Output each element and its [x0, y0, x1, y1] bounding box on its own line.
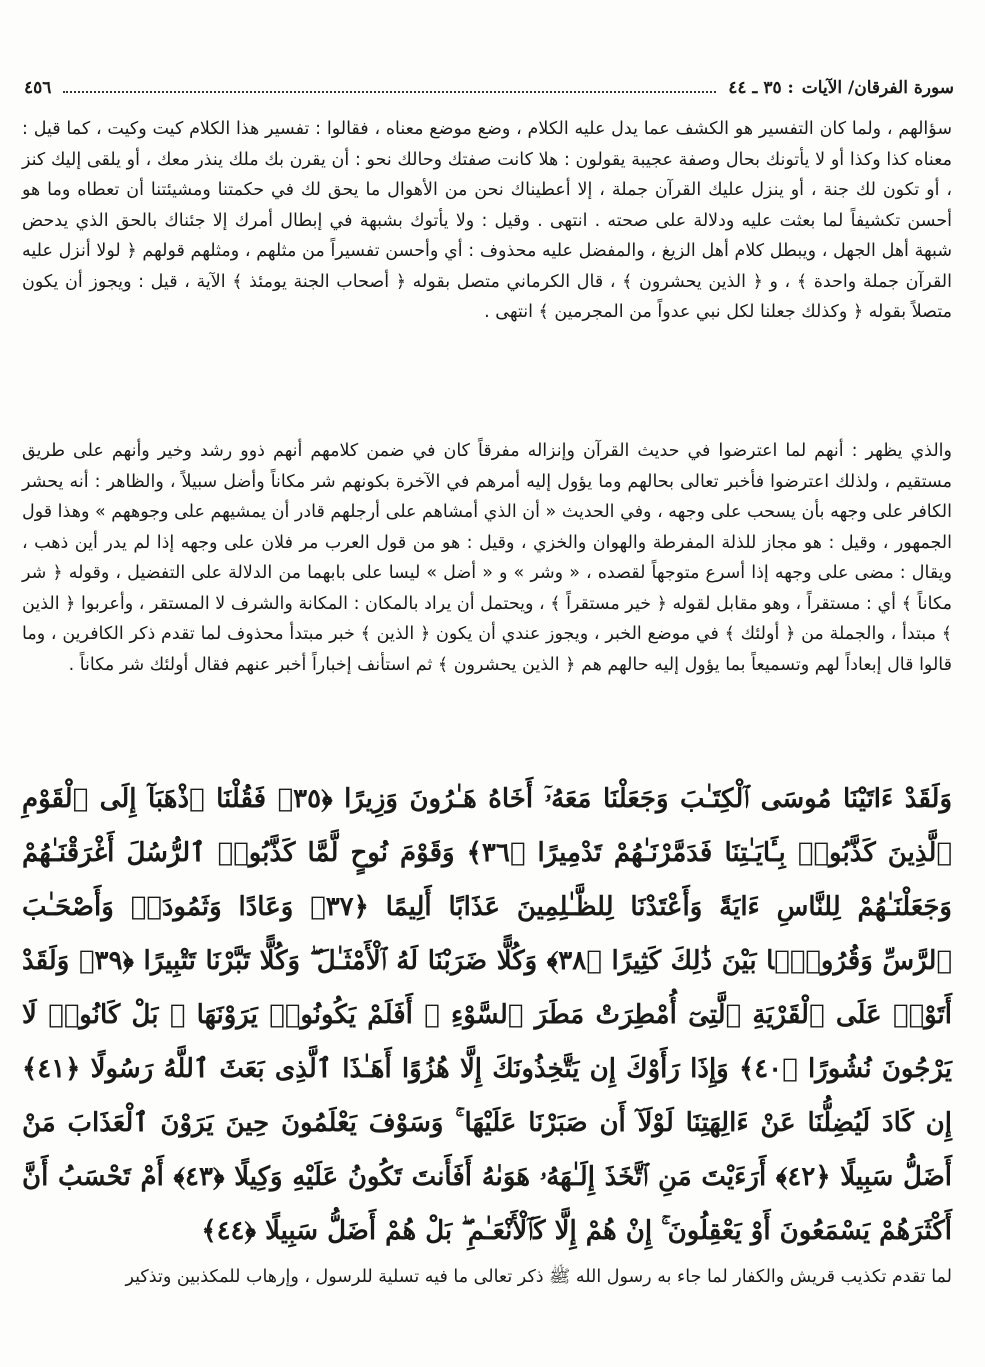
header-dotted-leader — [63, 91, 716, 93]
quran-verses-block: وَلَقَدْ ءَاتَيْنَا مُوسَى ٱلْكِتَـٰبَ وَجَعَلْنَا مَعَهُۥٓ أَخَاهُ هَـٰرُونَ وَزِيرًا ﴿٣٥﴾ فَقُلْنَا ٱذْهَبَآ إِلَى ٱلْقَوْمِ ٱلَّذِينَ كَذَّبُوا۟ بِـَٔايَـٰتِنَا فَدَمَّرْنَـٰهُمْ تَدْمِيرًا ﴿٣٦﴾ وَقَوْمَ نُوحٍ لَّمَّا كَذَّبُوا۟ ٱلرُّسُلَ أَغْرَقْنَـٰهُمْ وَجَعَلْنَـٰهُمْ لِلنَّاسِ ءَايَةً وَأَعْتَدْنَا لِلظَّـٰلِمِينَ عَذَابًا أَلِيمًا ﴿٣٧﴾ وَعَادًا وَثَمُودَا۟ وَأَصْحَـٰبَ ٱلرَّسِّ وَقُرُونًۢا بَيْنَ ذَٰلِكَ كَثِيرًا ﴿٣٨﴾ وَكُلًّا ضَرَبْنَا لَهُ ٱلْأَمْثَـٰلَ ۖ وَكُلًّا تَبَّرْنَا تَتْبِيرًا ﴿٣٩﴾ وَلَقَدْ أَتَوْا۟ عَلَى ٱلْقَرْيَةِ ٱلَّتِىٓ أُمْطِرَتْ مَطَرَ ٱلسَّوْءِ ۚ أَفَلَمْ يَكُونُوا۟ يَرَوْنَهَا ۚ بَلْ كَانُوا۟ لَا يَرْجُونَ نُشُورًا ﴿٤٠﴾ وَإِذَا رَأَوْكَ إِن يَتَّخِذُونَكَ إِلَّا هُزُوًا أَهَـٰذَا ٱلَّذِى بَعَثَ ٱللَّهُ رَسُولًا ﴿٤١﴾ إِن كَادَ لَيُضِلُّنَا عَنْ ءَالِهَتِنَا لَوْلَآ أَن صَبَرْنَا عَلَيْهَا ۚ وَسَوْفَ يَعْلَمُونَ حِينَ يَرَوْنَ ٱلْعَذَابَ مَنْ أَضَلُّ سَبِيلًا ﴿٤٢﴾ أَرَءَيْتَ مَنِ ٱتَّخَذَ إِلَـٰهَهُۥ هَوَىٰهُ أَفَأَنتَ تَكُونُ عَلَيْهِ وَكِيلًا ﴿٤٣﴾ أَمْ تَحْسَبُ أَنَّ أَكْثَرَهُمْ يَسْمَعُونَ أَوْ يَعْقِلُونَ ۚ إِنْ هُمْ إِلَّا كَٱلْأَنْعَـٰمِ ۖ بَلْ هُمْ أَضَلُّ سَبِيلًا ﴿٤٤﴾ — [22, 784, 953, 1246]
footer-commentary: لما تقدم تكذيب قريش والكفار لما جاء به رسول الله ﷺ ذكر تعالى ما فيه تسلية للرسول ، وإرهاب للمكذبين وتذكير — [125, 1267, 952, 1287]
verse-range: : ٣٥ ـ ٤٤ — [728, 78, 794, 98]
page-number: ٤٥٦ — [24, 78, 52, 98]
page-header — [24, 74, 954, 102]
surah-title: سورة الفرقان/ الآيات — [801, 78, 954, 98]
commentary-paragraph-2: والذي يظهر : أنهم لما اعترضوا في حديث القرآن وإنزاله مفرقاً كان في ضمن كلامهم أنهم ذوو رشد وخير وأنهم على طريق مستقيم ، ولذلك اعترضوا فأخبر تعالى بحالهم وما يؤول إليه أمرهم في الآخرة بكونهم شر مكاناً وأضل سبيلاً ، والظاهر : أنه يحشر الكافر على وجهه بأن يسحب على وجهه ، وفي الحديث « أن الذي أمشاهم على أرجلهم قادر أن يمشيهم على وجوههم » وهذا قول الجمهور ، وقيل : هو مجاز للذلة المفرطة والهوان والخزي ، وقيل : هو من قول العرب مر فلان على وجهه إذا لم يدر أين ذهب ، ويقال : مضى على وجهه إذا أسرع متوجهاً لقصده ، « وشر » و « أضل » ليسا على بابهما من الدلالة على التفضيل ، وقوله ﴿ شر مكاناً ﴾ أي : مستقراً ، وهو مقابل لقوله ﴿ خير مستقراً ﴾ ، ويحتمل أن يراد بالمكان : المكانة والشرف لا المستقر ، وأعربوا ﴿ الذين ﴾ مبتدأ ، والجملة من ﴿ أولئك ﴾ في موضع الخبر ، ويجوز عندي أن يكون ﴿ الذين ﴾ خبر مبتدأ محذوف لما تقدم ذكر الكافرين ، وما قالوا قال إبعاداً لهم وتسميعاً بما يؤول إليه حالهم هم ﴿ الذين يحشرون ﴾ ثم استأنف إخباراً أخبر عنهم فقال أولئك شر مكاناً . — [22, 441, 952, 675]
commentary-paragraph-1: سؤالهم ، ولما كان التفسير هو الكشف عما يدل عليه الكلام ، وضع موضع معناه ، فقالوا : تفسير هذا الكلام كيت وكيت ، كما قيل : معناه كذا وكذا أو لا يأتونك بحال وصفة عجيبة يقولون : هلا كانت صفتك وحالك نحو : أن يقرن بك ملك ينذر معك ، أو يلقى إليك كنز ، أو تكون لك جنة ، أو ينزل عليك القرآن جملة ، إلا أعطيناك نحن من الأهوال ما يحق لك في حكمتنا ومشيئتنا أن تعطاه وما هو أحسن تكشيفاً لما بعثت عليه ودلالة على صحته . انتهى . وقيل : ولا يأتوك بشبهة في إبطال أمرك إلا جئناك بالحق الذي يدحض شبهة أهل الجهل ، ويبطل كلام أهل الزيغ ، والمفضل عليه محذوف : أي وأحسن تفسيراً من مثلهم ، ومثلهم قولهم ﴿ لولا أنزل عليه القرآن جملة واحدة ﴾ ، و ﴿ الذين يحشرون ﴾ ، قال الكرماني متصل بقوله ﴿ أصحاب الجنة يومئذ ﴾ الآية ، قيل : ويجوز أن يكون متصلاً بقوله ﴿ وكذلك جعلنا لكل نبي عدواً من المجرمين ﴾ انتهى . — [22, 119, 952, 322]
